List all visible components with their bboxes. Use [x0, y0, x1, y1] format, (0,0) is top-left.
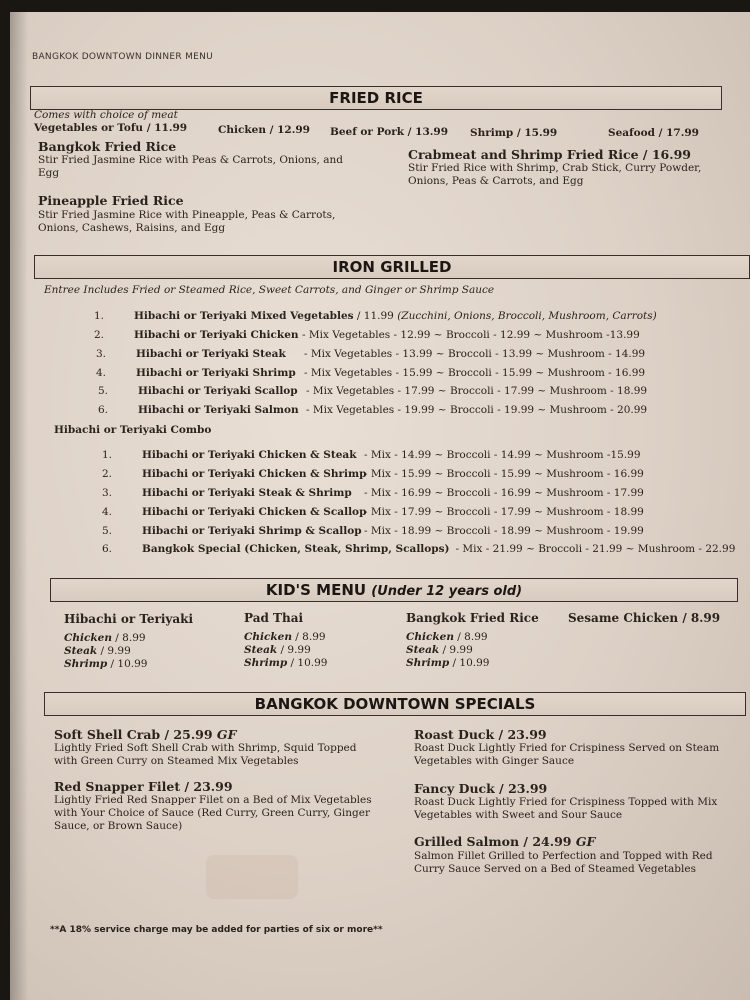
special-desc: Salmon Fillet Grilled to Perfection and Topped with Red Curry Sauce Served on a Bed of Steamed Vegetables — [414, 850, 713, 875]
row-number: 4. — [96, 367, 107, 379]
row-name: Hibachi or Teriyaki Salmon — [138, 404, 299, 416]
row-price: - Mix - 16.99 ~ Broccoli - 16.99 ~ Mushroom - 17.99 — [364, 487, 644, 499]
kids-option: Chicken / 8.99 — [406, 631, 488, 643]
kids-menu-heading — [50, 578, 738, 602]
kids-option: Chicken / 8.99 — [244, 631, 326, 643]
kids-option: Steak / 9.99 — [406, 644, 473, 656]
price-chicken: Chicken / 12.99 — [218, 124, 310, 136]
row-number: 6. — [102, 543, 113, 555]
menu-row — [94, 310, 657, 322]
special-desc: Roast Duck Lightly Fried for Crispiness Topped with Mix Vegetables with Sweet and Sour Sauce — [414, 796, 718, 821]
row-price: - Mix - 14.99 ~ Broccoli - 14.99 ~ Mushroom -15.99 — [364, 449, 641, 461]
kids-menu-subtitle: (Under 12 years old) — [371, 584, 523, 599]
row-price: - Mix - 21.99 ~ Broccoli - 21.99 ~ Mushroom - 22.99 — [455, 543, 736, 555]
combo-row — [102, 449, 641, 461]
fried-rice-heading: FRIED RICE — [30, 86, 722, 110]
kids-option: Steak / 9.99 — [64, 645, 131, 657]
row-number: 3. — [102, 487, 113, 499]
special-name: Red Snapper Filet / 23.99 — [54, 779, 233, 794]
row-name: Hibachi or Teriyaki Shrimp — [136, 367, 296, 379]
kids-menu-title: KID'S MENU — [265, 581, 367, 599]
row-price: - Mix - 17.99 ~ Broccoli - 17.99 ~ Mushroom - 18.99 — [364, 506, 644, 518]
row-name: Hibachi or Teriyaki Chicken & Shrimp — [142, 468, 367, 480]
gf-tag: GF — [575, 834, 596, 849]
row-price: - Mix - 18.99 ~ Broccoli - 18.99 ~ Mushroom - 19.99 — [364, 525, 644, 537]
price-beef: Beef or Pork / 13.99 — [330, 126, 449, 138]
entree-note: Entree Includes Fried or Steamed Rice, Sweet Carrots, and Ginger or Shrimp Sauce — [44, 284, 495, 296]
row-name: Hibachi or Teriyaki Chicken & Steak — [142, 449, 357, 461]
row-price: - Mix Vegetables - 15.99 ~ Broccoli - 15.99 ~ Mushroom - 16.99 — [304, 367, 646, 379]
menu-row — [94, 329, 640, 341]
meat-choice-note: Comes with choice of meat — [34, 109, 178, 121]
menu-page — [10, 12, 750, 1000]
combo-row — [102, 543, 735, 555]
item-desc: Stir Fried Jasmine Rice with Pineapple, Peas & Carrots, Onions, Cashews, Raisins, and Egg — [38, 209, 336, 234]
row-name: Hibachi or Teriyaki Shrimp & Scallop — [142, 525, 362, 537]
special-name: Grilled Salmon / 24.99 GF — [414, 834, 596, 849]
price-shrimp: Shrimp / 15.99 — [470, 127, 558, 139]
special-desc: Roast Duck Lightly Fried for Crispiness Served on Steam Vegetables with Ginger Sauce — [414, 742, 720, 767]
row-extra: (Zucchini, Onions, Broccoli, Mushroom, Carrots) — [397, 310, 657, 322]
row-price: - Mix Vegetables - 12.99 ~ Broccoli - 12.99 ~ Mushroom -13.99 — [302, 329, 640, 341]
specials-heading: BANGKOK DOWNTOWN SPECIALS — [44, 692, 746, 716]
menu-row — [98, 385, 647, 397]
menu-row — [96, 348, 645, 360]
kids-option: Shrimp / 10.99 — [406, 657, 490, 669]
item-name: Crabmeat and Shrimp Fried Rice / 16.99 — [408, 147, 691, 162]
menu-header: BANGKOK DOWNTOWN DINNER MENU — [32, 52, 214, 62]
kids-column — [244, 611, 327, 670]
row-number: 2. — [102, 468, 113, 480]
combo-heading: Hibachi or Teriyaki Combo — [54, 424, 212, 436]
special-name: Roast Duck / 23.99 — [414, 727, 547, 742]
row-number: 1. — [94, 310, 105, 322]
combo-row — [102, 468, 644, 480]
faded-stamp — [206, 855, 298, 899]
gf-tag: GF — [216, 727, 237, 742]
row-name: Hibachi or Teriyaki Steak & Shrimp — [142, 487, 352, 499]
row-number: 2. — [94, 329, 105, 341]
row-number: 5. — [98, 385, 109, 397]
kids-column — [406, 611, 539, 670]
item-desc: Stir Fried Rice with Shrimp, Crab Stick, Curry Powder, Onions, Peas & Carrots, and Egg — [408, 162, 702, 187]
kids-option: Steak / 9.99 — [244, 644, 311, 656]
row-price: - Mix Vegetables - 13.99 ~ Broccoli - 13.99 ~ Mushroom - 14.99 — [304, 348, 646, 360]
price-veg: Vegetables or Tofu / 11.99 — [34, 122, 188, 134]
item-name: Pineapple Fried Rice — [38, 193, 184, 208]
row-name: Hibachi or Teriyaki Scallop — [138, 385, 298, 397]
row-name: Hibachi or Teriyaki Steak — [136, 348, 286, 360]
special-name: Soft Shell Crab / 25.99 GF — [54, 727, 237, 742]
price-seafood: Seafood / 17.99 — [608, 127, 699, 139]
row-name: Hibachi or Teriyaki Chicken & Scallop — [142, 506, 367, 518]
row-number: 5. — [102, 525, 113, 537]
kids-item-name: Hibachi or Teriyaki — [64, 612, 194, 626]
item-desc: Stir Fried Jasmine Rice with Peas & Carrots, Onions, and Egg — [38, 154, 343, 179]
row-price: - Mix Vegetables - 19.99 ~ Broccoli - 19.99 ~ Mushroom - 20.99 — [306, 404, 648, 416]
row-price: / 11.99 — [353, 310, 398, 322]
special-name: Fancy Duck / 23.99 — [414, 781, 548, 796]
special-desc: Lightly Fried Red Snapper Filet on a Bed of Mix Vegetables with Your Choice of Sauce (Red Curry, Green Curry, Ginger Sauce, or Brown Sauce) — [54, 794, 372, 832]
kids-option: Chicken / 8.99 — [64, 632, 146, 644]
combo-row — [102, 506, 644, 518]
row-number: 4. — [102, 506, 113, 518]
iron-grilled-heading: IRON GRILLED — [34, 255, 750, 279]
kids-option: Shrimp / 10.99 — [244, 657, 328, 669]
row-price: - Mix - 15.99 ~ Broccoli - 15.99 ~ Mushroom - 16.99 — [364, 468, 644, 480]
menu-row — [96, 367, 645, 379]
combo-row — [102, 487, 644, 499]
page-edge-shadow — [10, 12, 28, 1000]
service-charge-note: **A 18% service charge may be added for parties of six or more** — [50, 925, 383, 935]
kids-column — [568, 611, 720, 631]
kids-item-name: Pad Thai — [244, 611, 304, 625]
row-number: 1. — [102, 449, 113, 461]
kids-column — [64, 612, 193, 671]
row-price: - Mix Vegetables - 17.99 ~ Broccoli - 17.99 ~ Mushroom - 18.99 — [306, 385, 648, 397]
row-name: Hibachi or Teriyaki Mixed Vegetables — [134, 310, 354, 322]
kids-item-name: Bangkok Fried Rice — [406, 611, 539, 625]
combo-row — [102, 525, 644, 537]
kids-item-name: Sesame Chicken / 8.99 — [568, 611, 721, 625]
row-name: Bangkok Special (Chicken, Steak, Shrimp, Scallops) — [142, 543, 450, 555]
kids-option: Shrimp / 10.99 — [64, 658, 148, 670]
row-number: 6. — [98, 404, 109, 416]
row-name: Hibachi or Teriyaki Chicken — [134, 329, 299, 341]
special-desc: Lightly Fried Soft Shell Crab with Shrimp, Squid Topped with Green Curry on Steamed Mix Vegetables — [54, 742, 357, 767]
menu-row — [98, 404, 647, 416]
row-number: 3. — [96, 348, 107, 360]
item-name: Bangkok Fried Rice — [38, 139, 177, 154]
